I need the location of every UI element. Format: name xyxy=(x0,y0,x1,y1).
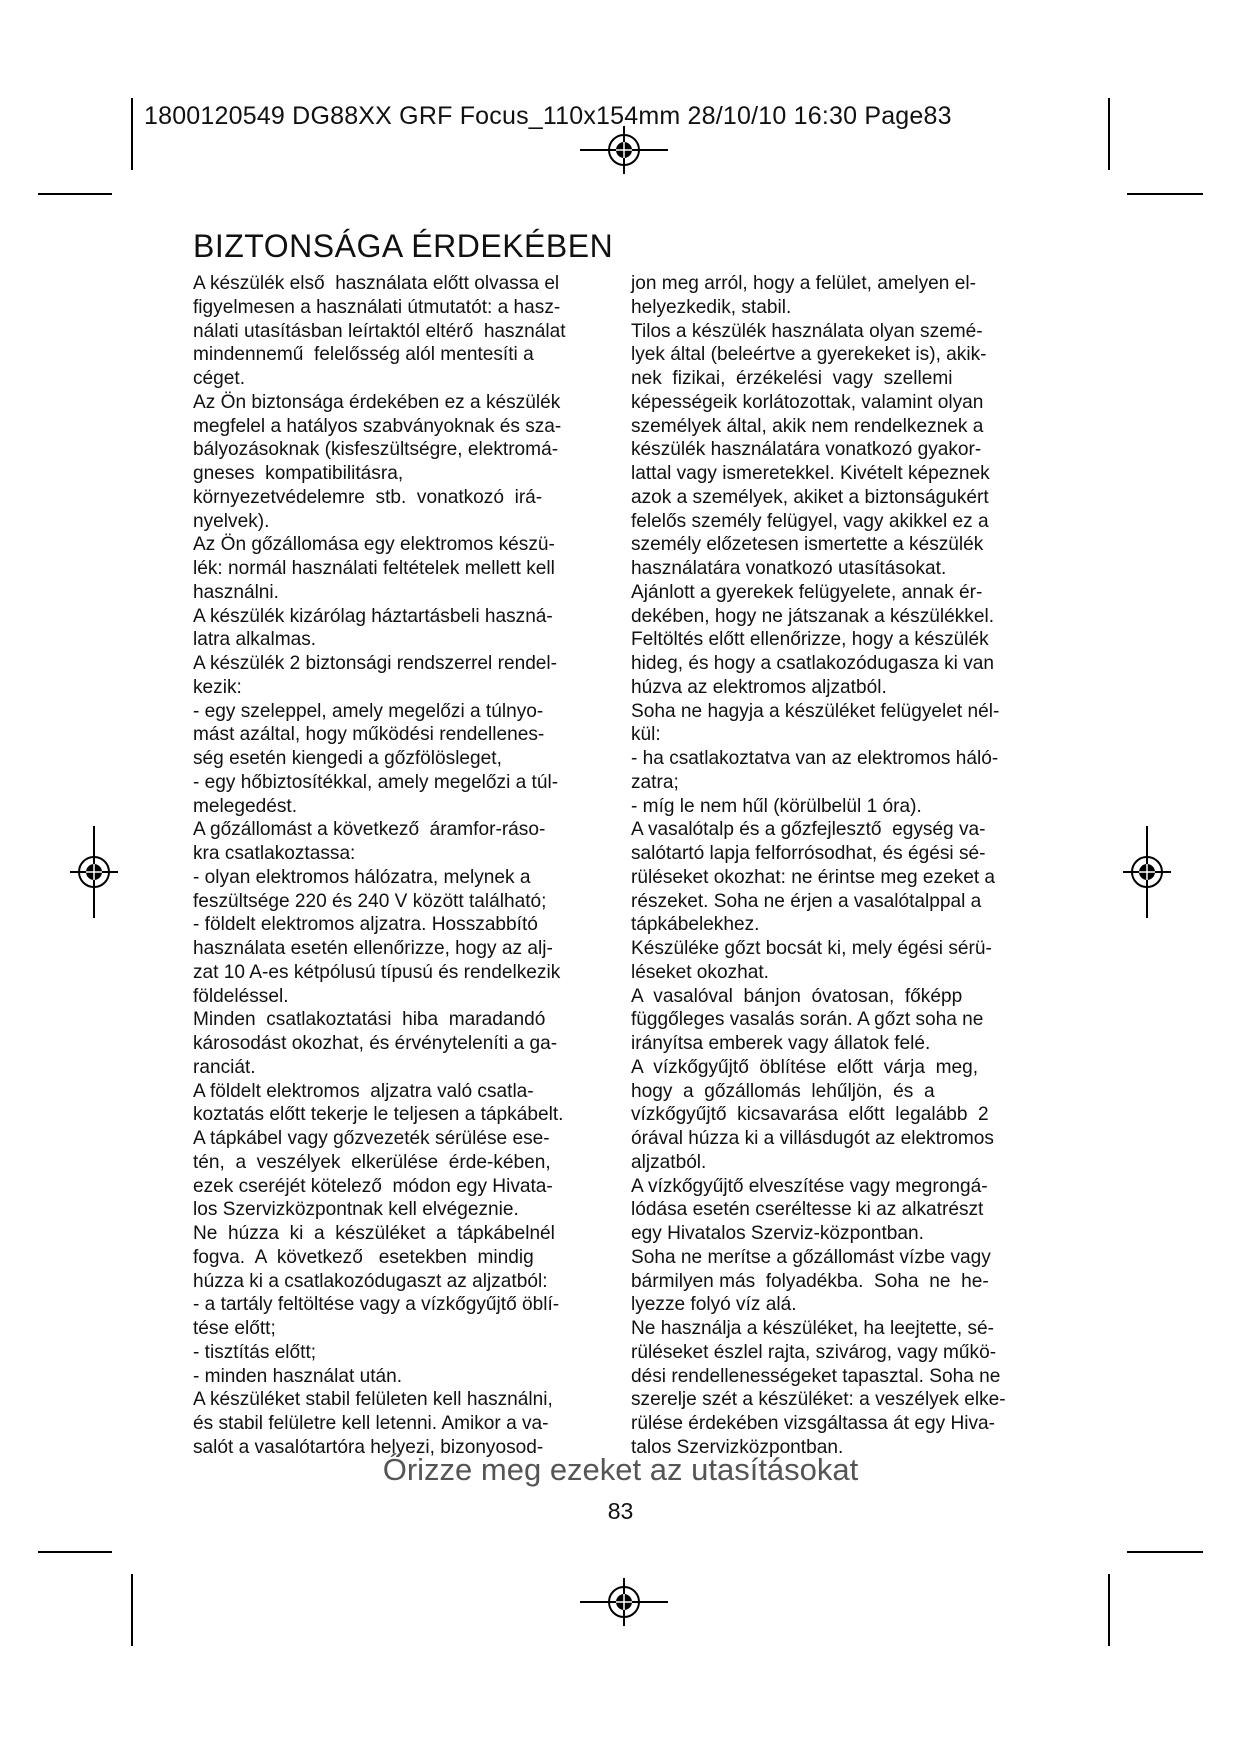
text-line: húzva az elektromos aljzatból. xyxy=(631,676,887,698)
text-line: ranciát. xyxy=(193,1056,256,1078)
text-line: és stabil felületre kell letenni. Amikor a va- xyxy=(193,1413,549,1434)
text-line: A készülék 2 biztonsági rendszerrel rendel- xyxy=(193,653,558,674)
text-line: mindennemű felelősség alól mentesíti a xyxy=(193,344,534,366)
text-line: - egy hőbiztosítékkal, amely megelőzi a túl- xyxy=(193,771,559,793)
text-line: A földelt elektromos aljzatra való csatla- xyxy=(193,1080,534,1102)
text-line: Ne használja a készüléket, ha leejtette, sé- xyxy=(631,1318,994,1339)
text-line: hideg, és hogy a csatlakozódugasza ki van xyxy=(631,653,995,674)
crop-mark xyxy=(1127,193,1203,195)
text-line: A tápkábel vagy gőzvezeték sérülése ese- xyxy=(193,1128,550,1149)
text-line: tápkábelekhez. xyxy=(631,914,760,936)
text-line: zat 10 A-es kétpólusú típusú és rendelkezik xyxy=(193,961,561,983)
text-line: dési rendellenességeket tapasztal. Soha ne xyxy=(631,1365,1001,1387)
registration-mark-icon xyxy=(1123,822,1171,922)
text-line: salótartó lapja felforrósodhat, és égési sé- xyxy=(631,843,986,864)
registration-mark-icon xyxy=(70,822,118,922)
text-line: los Szervizközpontnak kell elvégeznie. xyxy=(193,1199,519,1221)
crop-mark xyxy=(131,98,133,170)
text-line: léseket okozhat. xyxy=(631,961,769,983)
text-line: melegedést. xyxy=(193,795,298,817)
text-line: használatára vonatkozó utasításokat. xyxy=(631,558,947,579)
text-line: Ne húzza ki a készüléket a tápkábelnél xyxy=(193,1223,555,1244)
text-line: hogy a gőzállomás lehűljön, és a xyxy=(631,1080,935,1102)
text-line: képességeik korlátozottak, valamint olyan xyxy=(631,391,984,413)
text-line: ség esetén kiengedi a gőzfölösleget, xyxy=(193,748,502,769)
text-line: - a tartály feltöltése vagy a vízkőgyűjtő öblí- xyxy=(193,1294,560,1316)
text-line: - minden használat után. xyxy=(193,1365,403,1387)
text-line: A vasalótalp és a gőzfejlesztő egység va- xyxy=(631,819,986,841)
text-line: kül: xyxy=(631,724,661,746)
text-line: Az Ön biztonsága érdekében ez a készülék xyxy=(193,391,561,413)
text-line: dekében, hogy ne játszanak a készülékkel. xyxy=(631,605,995,627)
text-line: órával húzza ki a villásdugót az elektromos xyxy=(631,1128,994,1149)
text-line: - ha csatlakoztatva van az elektromos háló- xyxy=(631,748,999,769)
text-line: egy Hivatalos Szerviz-központban. xyxy=(631,1223,924,1244)
text-line: földeléssel. xyxy=(193,985,289,1007)
text-line: kezik: xyxy=(193,676,242,698)
text-line: Az Ön gőzállomása egy elektromos készü- xyxy=(193,534,555,556)
text-line: talos Szervizközpontban. xyxy=(631,1436,844,1458)
text-line: részeket. Soha ne érjen a vasalótalppal a xyxy=(631,890,982,912)
text-line: nyelvek). xyxy=(193,510,270,532)
text-line: nálati utasításban leírtaktól eltérő használat xyxy=(193,320,566,342)
text-line: környezetvédelemre stb. vonatkozó irá- xyxy=(193,486,543,508)
text-line: - tisztítás előtt; xyxy=(193,1341,317,1363)
crop-mark xyxy=(1108,1574,1110,1646)
text-line: latra alkalmas. xyxy=(193,629,317,651)
registration-mark-icon xyxy=(574,1578,674,1626)
page-title: BIZTONSÁGA ÉRDEKÉBEN xyxy=(193,228,614,264)
text-line: - olyan elektromos hálózatra, melynek a xyxy=(193,866,531,888)
text-line: Ajánlott a gyerekek felügyelete, annak ér- xyxy=(631,581,983,603)
text-line: szerelje szét a készüléket: a veszélyek elke- xyxy=(631,1389,1006,1411)
text-line: A készülék kizárólag háztartásbeli haszná- xyxy=(193,605,553,627)
text-line: Soha ne hagyja a készüléket felügyelet nél- xyxy=(631,700,1000,722)
text-line: - míg le nem hűl (körülbelül 1 óra). xyxy=(631,795,922,817)
text-line: Minden csatlakoztatási hiba maradandó xyxy=(193,1009,546,1031)
text-line: figyelmesen a használati útmutatót: a hasz- xyxy=(193,296,561,318)
text-line: A gőzállomást a következő áramfor-ráso- xyxy=(193,819,546,841)
text-line: megfelel a hatályos szabványoknak és sza- xyxy=(193,415,562,437)
page-number: 83 xyxy=(607,1498,634,1524)
text-line: aljzatból. xyxy=(631,1151,707,1173)
text-line: rüléseket észlel rajta, szivárog, vagy műkö- xyxy=(631,1341,997,1363)
text-line: függőleges vasalás során. A gőzt soha ne xyxy=(631,1009,984,1031)
text-line: irányítsa emberek vagy állatok felé. xyxy=(631,1033,931,1054)
crop-mark xyxy=(1108,98,1110,170)
registration-mark-icon xyxy=(574,126,674,174)
footer-reminder: Őrizze meg ezeket az utasításokat xyxy=(382,1452,859,1487)
text-line: lék: normál használati feltételek mellett kell xyxy=(193,558,555,579)
crop-mark xyxy=(131,1574,133,1646)
crop-mark xyxy=(1127,1551,1203,1553)
text-line: rüléseket okozhat: ne érintse meg ezeket a xyxy=(631,866,996,888)
text-line: készülék használatára vonatkozó gyakor- xyxy=(631,439,982,461)
text-line: A vasalóval bánjon óvatosan, főképp xyxy=(631,985,963,1007)
text-line: nek fizikai, érzékelési vagy szellemi xyxy=(631,368,953,389)
text-line: bármilyen más folyadékba. Soha ne he- xyxy=(631,1270,989,1292)
text-line: Készüléke gőzt bocsát ki, mely égési sérü- xyxy=(631,938,992,959)
text-line: - földelt elektromos aljzatra. Hosszabbító xyxy=(193,914,538,936)
text-line: személy előzetesen ismertette a készülék xyxy=(631,534,984,556)
crop-mark xyxy=(38,1551,112,1553)
print-slug: 1800120549 DG88XX GRF Focus_110x154mm 28/10/10 16:30 Page83 xyxy=(144,102,952,130)
text-line: A készüléket stabil felületen kell használni, xyxy=(193,1389,553,1411)
text-line: lattal vagy ismeretekkel. Kivételt képeznek xyxy=(631,463,990,484)
text-line: használni. xyxy=(193,581,279,603)
text-line: lyezze folyó víz alá. xyxy=(631,1294,797,1316)
text-line: mást azáltal, hogy működési rendellenes- xyxy=(193,724,545,746)
text-line: lyek által (beleértve a gyerekeket is), akik- xyxy=(631,344,987,366)
text-line: rülése érdekében vizsgáltassa át egy Hiva- xyxy=(631,1413,996,1434)
text-line: használata esetén ellenőrizze, hogy az alj- xyxy=(193,938,553,959)
text-line: fogva. A következő esetekben mindig xyxy=(193,1246,534,1268)
right-text-column xyxy=(631,272,1006,1460)
text-line: feszültsége 220 és 240 V között található; xyxy=(193,890,547,912)
text-line: tése előtt; xyxy=(193,1318,276,1339)
text-line: salót a vasalótartóra helyezi, bizonyosod- xyxy=(193,1436,544,1458)
text-line: céget. xyxy=(193,368,246,389)
text-line: húzza ki a csatlakozódugaszt az aljzatból: xyxy=(193,1270,548,1292)
text-line: lódása esetén cseréltesse ki az alkatrészt xyxy=(631,1199,984,1221)
text-line: A vízkőgyűjtő öblítése előtt várja meg, xyxy=(631,1056,979,1078)
text-line: bályozásoknak (kisfeszültségre, elektromá- xyxy=(193,439,559,461)
text-line: A készülék első használata előtt olvassa el xyxy=(193,273,560,294)
text-line: A vízkőgyűjtő elveszítése vagy megrongá- xyxy=(631,1175,988,1197)
text-line: tén, a veszélyek elkerülése érde-kében, xyxy=(193,1151,551,1173)
crop-mark xyxy=(38,193,112,195)
text-line: Soha ne merítse a gőzállomást vízbe vagy xyxy=(631,1246,991,1268)
text-line: zatra; xyxy=(631,771,679,793)
text-line: kra csatlakoztassa: xyxy=(193,843,356,864)
text-line: vízkőgyűjtő kicsavarása előtt legalább 2 xyxy=(631,1104,989,1126)
left-text-column xyxy=(193,272,566,1460)
text-line: személyek által, akik nem rendelkeznek a xyxy=(631,415,984,437)
text-line: ezek cseréjét kötelező módon egy Hivata- xyxy=(193,1175,553,1197)
text-line: koztatás előtt tekerje le teljesen a tápkábelt. xyxy=(193,1104,564,1126)
text-line: - egy szeleppel, amely megelőzi a túlnyo- xyxy=(193,700,544,722)
text-line: gneses kompatibilitásra, xyxy=(193,463,404,484)
text-line: Feltöltés előtt ellenőrizze, hogy a készülék xyxy=(631,629,989,651)
text-line: azok a személyek, akiket a biztonságukért xyxy=(631,486,989,508)
text-line: jon meg arról, hogy a felület, amelyen el- xyxy=(631,273,976,294)
text-line: károsodást okozhat, és érvényteleníti a ga- xyxy=(193,1033,558,1054)
text-line: Tilos a készülék használata olyan szemé- xyxy=(631,320,983,342)
text-line: helyezkedik, stabil. xyxy=(631,296,792,318)
text-line: felelős személy felügyel, vagy akikkel ez a xyxy=(631,510,989,532)
